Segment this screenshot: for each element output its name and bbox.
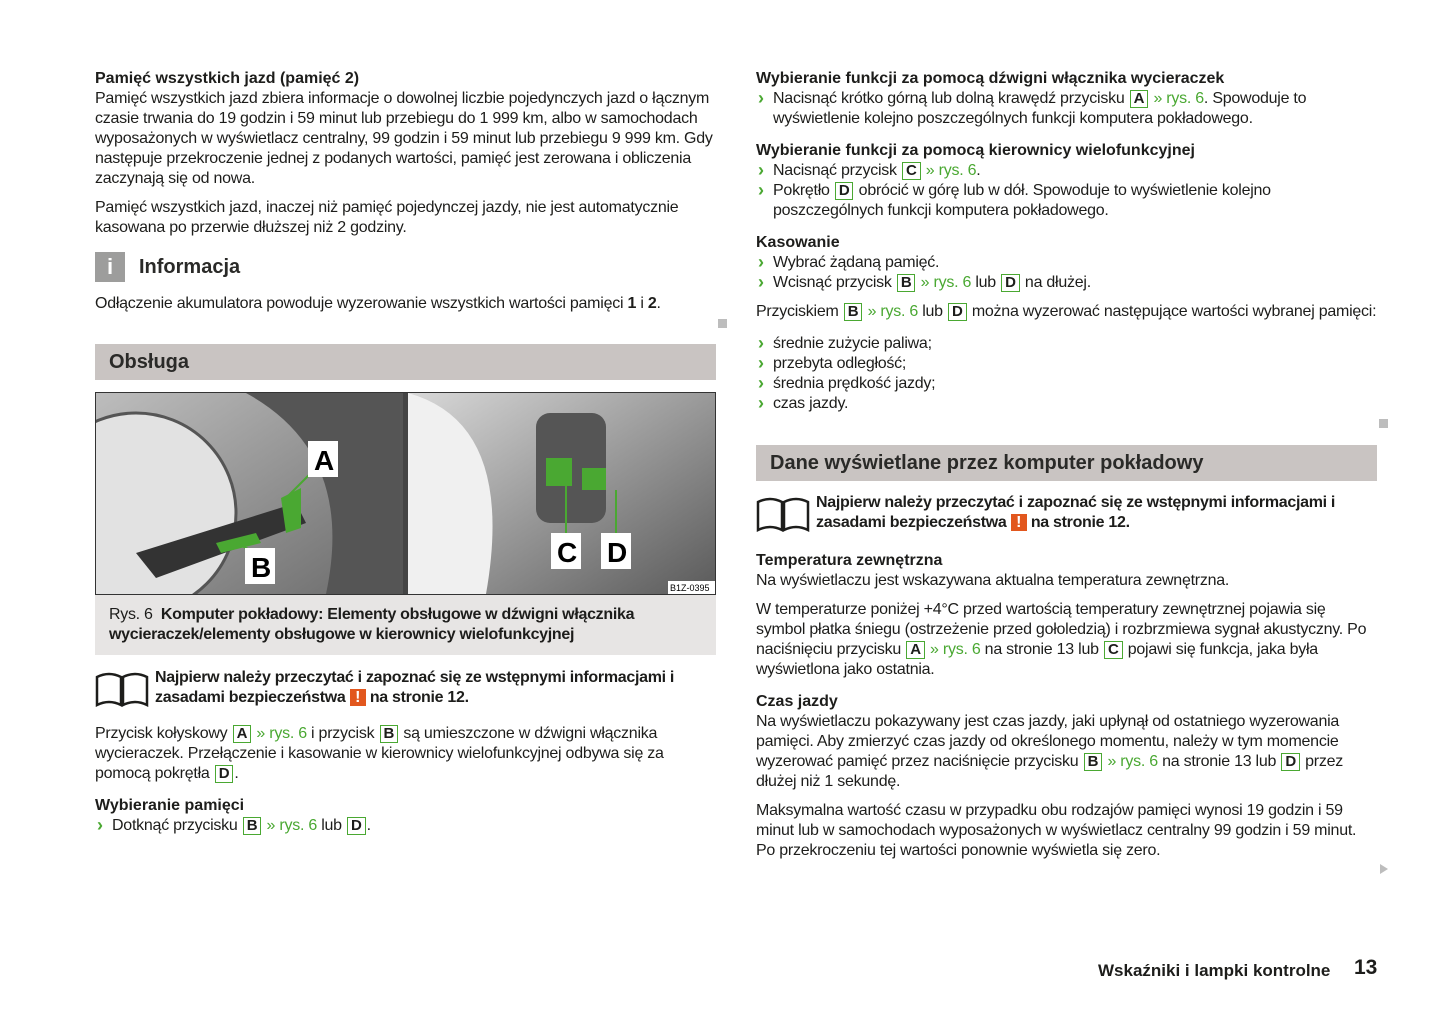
text: pojawi się funkcja, jaka była wyświetlona jako ostatnia. — [756, 641, 1318, 678]
continue-arrow-icon — [1380, 864, 1388, 874]
figure-reference-link[interactable]: » rys. 6 — [262, 817, 318, 834]
text: lub — [317, 817, 347, 834]
key-label: D — [1001, 274, 1020, 292]
figure-label-c: C — [557, 537, 578, 568]
figure-caption — [95, 595, 716, 655]
section-header: Obsługa — [95, 344, 716, 380]
caption-number: Rys. 6 — [109, 606, 153, 623]
memory-number: 1 — [627, 295, 637, 312]
text: na dłużej. — [1020, 274, 1091, 291]
key-label: C — [902, 162, 921, 180]
heading: Kasowanie — [756, 234, 840, 251]
key-label: A — [233, 725, 252, 743]
note-text — [155, 668, 716, 708]
figure-reference-link[interactable]: » rys. 6 — [1149, 90, 1204, 107]
list-item — [756, 354, 1377, 374]
heading: Wybieranie funkcji za pomocą dźwigni włącznika wycieraczek — [756, 70, 1225, 87]
text: Nacisnąć przycisk — [773, 162, 901, 179]
list-item — [756, 394, 1377, 414]
key-label: B — [844, 303, 863, 321]
text: Najpierw należy przeczytać i zapoznać się ze wstępnymi informacjami i zasadami bezpieczeństwa — [155, 669, 675, 706]
text: . — [366, 817, 371, 834]
safety-note — [756, 493, 1377, 533]
text: W temperaturze poniżej +4°C przed wartością temperatury zewnętrznej pojawia się symbol płatka śniegu (ostrzeżenie przed gołoledzią) i rozbrzmiewa sygnał akustyczny. Po naciśnięciu przycisku — [756, 601, 1367, 658]
text: . — [234, 765, 239, 782]
step-item — [756, 181, 1377, 221]
list-item — [756, 374, 1377, 394]
figure-reference-link[interactable]: » rys. 6 — [925, 641, 981, 658]
key-label: D — [347, 817, 366, 835]
section-end-marker — [718, 319, 727, 328]
text: lub — [971, 274, 1001, 291]
figure-label-b: B — [251, 552, 272, 583]
book-icon — [756, 496, 810, 532]
text: Przycisk kołyskowy — [95, 725, 232, 742]
paragraph — [756, 712, 1377, 792]
text: na stronie 13 lub — [980, 641, 1103, 658]
key-label: D — [215, 765, 234, 783]
text: na stronie 12. — [1026, 514, 1130, 531]
text: Na wyświetlaczu jest wskazywana aktualna temperatura zewnętrzna. — [756, 572, 1230, 589]
text: średnia prędkość jazdy; — [773, 375, 936, 392]
heading: Wybieranie funkcji za pomocą kierownicy wielofunkcyjnej — [756, 142, 1195, 159]
step-item — [756, 161, 1377, 181]
text: Wybrać żądaną pamięć. — [773, 254, 940, 271]
text: Przyciskiem — [756, 303, 843, 320]
step-item — [756, 273, 1377, 293]
controls-illustration — [96, 393, 715, 594]
paragraph — [756, 801, 1377, 861]
text: obrócić w górę lub w dół. Spowoduje to wyświetlenie kolejno poszczególnych funkcji komputera pokładowego. — [773, 182, 1271, 219]
figure-label-d: D — [607, 537, 628, 568]
key-label: D — [835, 182, 854, 200]
text: na stronie 13 lub — [1157, 753, 1281, 770]
info-header — [95, 252, 716, 282]
book-icon — [95, 671, 149, 707]
text: . — [976, 162, 981, 179]
warning-icon: ! — [1011, 514, 1027, 531]
key-label: A — [906, 641, 925, 659]
text: . — [656, 295, 661, 312]
caption-text: Komputer pokładowy: Elementy obsługowe w dźwigni włącznika wycieraczek/elementy obsługowe w kierownicy wielofunkcyjnej — [109, 606, 635, 643]
key-label: A — [1130, 90, 1149, 108]
text: Nacisnąć krótko górną lub dolną krawędź przycisku — [773, 90, 1129, 107]
figure-reference-link[interactable]: » rys. 6 — [863, 303, 919, 320]
paragraph — [95, 198, 716, 238]
paragraph — [95, 294, 716, 314]
key-label: B — [897, 274, 916, 292]
section-header: Dane wyświetlane przez komputer pokładowy — [756, 445, 1377, 481]
text: czas jazdy. — [773, 395, 849, 412]
figure-reference-link[interactable]: » rys. 6 — [252, 725, 307, 742]
reset-values-list — [756, 334, 1377, 414]
figure-reference-link[interactable]: » rys. 6 — [921, 162, 977, 179]
text: Najpierw należy przeczytać i zapoznać się ze wstępnymi informacjami i zasadami bezpieczeństwa — [816, 494, 1336, 531]
text: można wyzerować następujące wartości wybranej pamięci: — [967, 303, 1377, 320]
text: Na wyświetlaczu pokazywany jest czas jazdy, jaki upłynął od ostatniego wyzerowania pamięci. Aby zmierzyć czas jazdy od określonego momentu, należy w tym momencie wyzerować pamięć przez naciśnięcie przycisku — [756, 713, 1340, 770]
memory-number: 2 — [647, 295, 657, 312]
paragraph — [95, 89, 716, 189]
text: średnie zużycie paliwa; — [773, 335, 932, 352]
paragraph — [95, 724, 716, 784]
paragraph — [756, 302, 1377, 322]
chapter-title: Wskaźniki i lampki kontrolne — [1098, 961, 1331, 980]
right-column — [756, 69, 1377, 870]
page-number: 13 — [1354, 956, 1378, 979]
key-label: B — [243, 817, 262, 835]
key-label: C — [1104, 641, 1123, 659]
section-end-marker — [1379, 419, 1388, 428]
figure-image — [95, 392, 716, 595]
text: i — [636, 295, 648, 312]
text: i przycisk — [306, 725, 379, 742]
figure-reference-link[interactable]: » rys. 6 — [916, 274, 972, 291]
key-label: B — [1084, 753, 1103, 771]
text: Pamięć wszystkich jazd zbiera informacje o dowolnej liczbie pojedynczych jazd o łącznym czasie trwania do 19 godzin i 59 minut lub przebiegu do 1 999 km, albo w samochodach wyposażonych w wyświetlacz centralny, 99 godzin i 59 minut lub przebiegu 9 999 km. Gdy następuje przekroczenie jednej z podanych wartości, pamięć jest zerowana i obliczenia zaczynają się od nowa. — [95, 90, 713, 187]
text: . Spowoduje to wyświetlenie kolejno poszczególnych funkcji komputera pokładowego. — [773, 90, 1307, 127]
key-label: D — [1281, 753, 1300, 771]
heading-select-memory: Wybieranie pamięci — [95, 797, 245, 814]
key-label: B — [380, 725, 399, 743]
text: Odłączenie akumulatora powoduje wyzerowanie wszystkich wartości pamięci — [95, 295, 628, 312]
note-text — [816, 493, 1377, 533]
heading: Temperatura zewnętrzna — [756, 552, 943, 569]
warning-icon: ! — [350, 689, 366, 706]
text: Pamięć wszystkich jazd, inaczej niż pamięć pojedynczej jazdy, nie jest automatycznie kasowana po przerwie dłuższej niż 2 godziny. — [95, 199, 679, 236]
info-title: Informacja — [139, 256, 241, 278]
text: są umieszczone w dźwigni włącznika wycieraczek. Przełączenie i kasowanie w kierownicy wielofunkcyjnej odbywa się za pomocą pokrętła — [95, 725, 664, 782]
step-item — [756, 89, 1377, 129]
paragraph — [756, 600, 1377, 680]
step-item — [756, 253, 1377, 273]
text: Maksymalna wartość czasu w przypadku obu rodzajów pamięci wynosi 19 godzin i 59 minut lub w samochodach wyposażonych w wyświetlacz centralny 99 godzin i 59 minut. Po przekroczeniu tej wartości ponownie wyświetla się zero. — [756, 802, 1357, 859]
list-item — [756, 334, 1377, 354]
text: Pokrętło — [773, 182, 834, 199]
left-column — [95, 69, 716, 836]
text: przez dłużej niż 1 sekundę. — [756, 753, 1344, 790]
info-icon: i — [95, 252, 125, 282]
key-label: D — [948, 303, 967, 321]
text: Dotknąć przycisku — [112, 817, 242, 834]
heading: Czas jazdy — [756, 693, 838, 710]
heading-all-trips-memory: Pamięć wszystkich jazd (pamięć 2) — [95, 70, 360, 87]
text: Wcisnąć przycisk — [773, 274, 896, 291]
step-item — [95, 816, 716, 836]
paragraph — [756, 571, 1377, 591]
text: lub — [918, 303, 948, 320]
figure-reference-link[interactable]: » rys. 6 — [1103, 753, 1158, 770]
figure-label-a: A — [314, 445, 335, 476]
figure-code: B1Z-0395 — [670, 583, 710, 593]
safety-note — [95, 668, 716, 708]
text: przebyta odległość; — [773, 355, 907, 372]
text: na stronie 12. — [365, 689, 469, 706]
